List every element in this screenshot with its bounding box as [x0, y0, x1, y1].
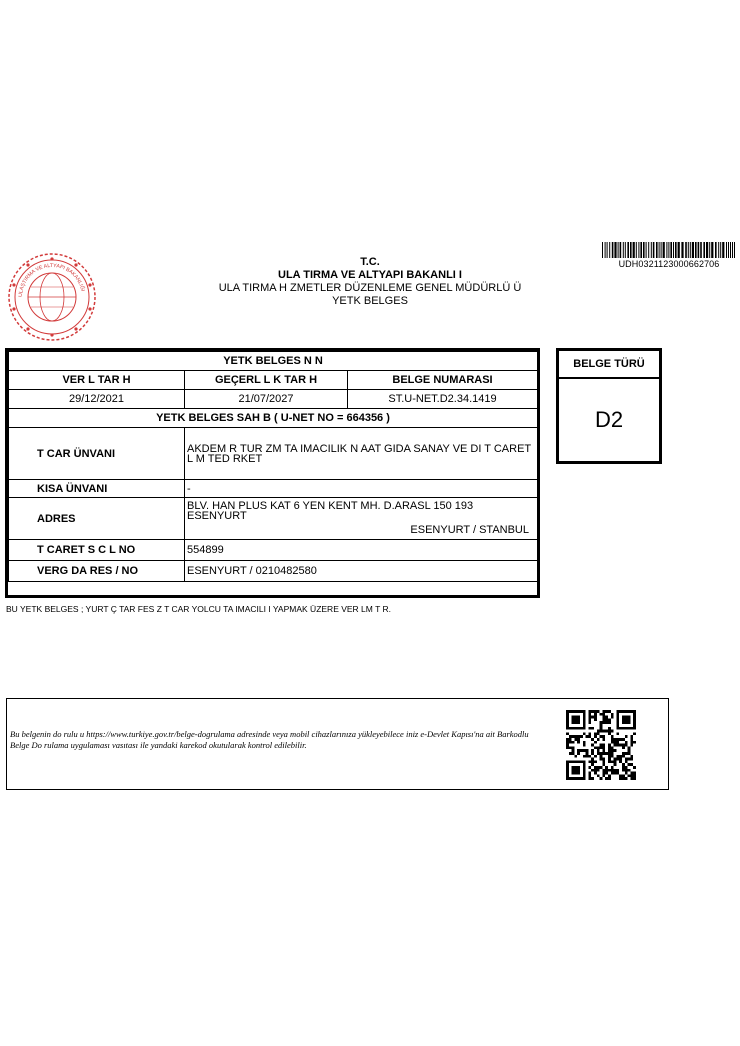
- type-value: D2: [594, 407, 624, 432]
- expiry-date-header: GEÇERL L K TAR H: [185, 371, 348, 390]
- country-title: T.C.: [360, 256, 380, 268]
- footnote: BU YETK BELGES ; YURT Ç TAR FES Z T CAR YOLCU TA IMACILI I YAPMAK ÜZERE VER LM T R.: [6, 604, 391, 614]
- tax-label: VERG DA RES / NO: [9, 561, 185, 582]
- address-city: ESENYURT / STANBUL: [410, 524, 529, 536]
- ministry-seal-logo: [6, 251, 98, 343]
- short-name-label: KISA ÜNVANI: [9, 480, 185, 498]
- tax-value: ESENYURT / 0210482580: [185, 561, 538, 582]
- qr-code-image: [566, 710, 636, 780]
- certificate-table: [5, 348, 540, 598]
- verification-text: Bu belgenin do rulu u https://www.turkiye.gov.tr/belge-dogrulama adresinde veya mobil cihazlarınıza yükleyebilece iniz e-Devlet Kapısı'na ait Barkodlu Belge Do rulama uygulaması vasıtası ile yandaki karekod okutularak kontrol edilebilir.: [10, 729, 529, 750]
- address-line1: BLV. HAN PLUS KAT 6 YEN KENT MH. D.ARASL 150 193: [187, 500, 474, 512]
- short-name-value: -: [185, 480, 538, 498]
- issue-date-header: VER L TAR H: [9, 371, 185, 390]
- trade-name-label: T CAR ÜNVANI: [9, 428, 185, 480]
- certificate-number: ST.U-NET.D2.34.1419: [348, 390, 538, 409]
- document-header: [150, 256, 590, 308]
- registry-label: T CARET S C L NO: [9, 540, 185, 561]
- issue-date: 29/12/2021: [9, 390, 185, 409]
- certificate-type-box: [556, 348, 662, 464]
- registry-value: 554899: [185, 540, 538, 561]
- trade-name-value: AKDEM R TUR ZM TA IMACILIK N AAT GIDA SANAY VE DI T CARET L M TED RKET: [185, 428, 538, 480]
- number-header: BELGE NUMARASI: [348, 371, 538, 390]
- ministry-title: ULA TIRMA VE ALTYAPI BAKANLI I: [278, 269, 462, 281]
- barcode-number: UDH0321123000662706: [618, 259, 720, 269]
- holder-title: YETK BELGES SAH B ( U-NET NO = 664356 ): [9, 409, 538, 428]
- address-label: ADRES: [9, 498, 185, 540]
- svg-text:ULAŞTIRMA VE ALTYAPI BAKANLIĞI: ULAŞTIRMA VE ALTYAPI BAKANLIĞI: [17, 262, 86, 298]
- type-label: BELGE TÜRÜ: [559, 351, 659, 379]
- department-title: ULA TIRMA H ZMETLER DÜZENLEME GENEL MÜDÜRLÜ Ü: [218, 282, 522, 294]
- expiry-date: 21/07/2027: [185, 390, 348, 409]
- certificate-title: YETK BELGES N N: [9, 352, 538, 371]
- address-line2: ESENYURT: [187, 510, 247, 522]
- address-value: [185, 498, 538, 540]
- barcode-image: [602, 242, 736, 258]
- document-title: YETK BELGES: [332, 295, 408, 307]
